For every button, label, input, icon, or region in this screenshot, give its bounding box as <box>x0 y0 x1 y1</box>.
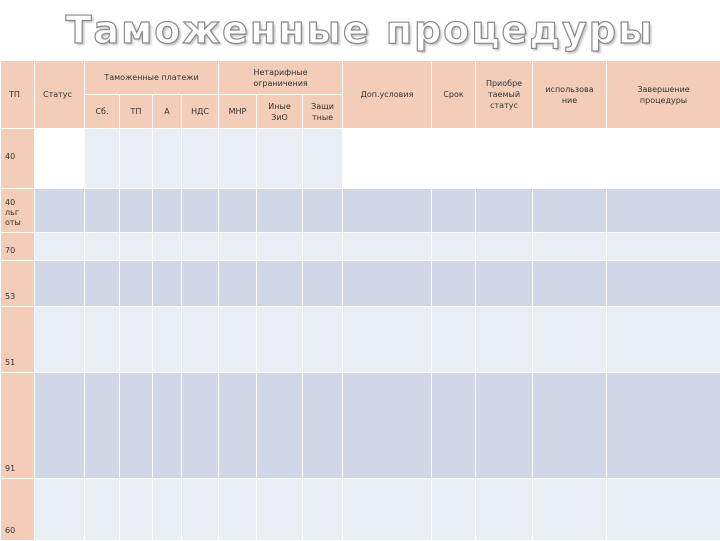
table-cell <box>35 307 85 373</box>
table-cell <box>607 479 720 541</box>
table-cell <box>120 189 153 233</box>
header-nontariff-mnr: МНР <box>219 95 257 129</box>
table-cell <box>182 189 219 233</box>
table-cell <box>303 307 343 373</box>
header-nontariff-other: Иные ЗиО <box>257 95 303 129</box>
row-code: 53 <box>1 261 35 307</box>
row-code: 51 <box>1 307 35 373</box>
header-row-top <box>1 61 720 95</box>
table-cell <box>476 479 533 541</box>
table-cell <box>533 233 607 261</box>
table-cell <box>182 373 219 479</box>
table-cell <box>85 189 120 233</box>
table-cell <box>257 373 303 479</box>
procedures-table <box>0 60 720 541</box>
table-cell <box>153 233 182 261</box>
table-cell <box>432 233 476 261</box>
table-cell <box>219 233 257 261</box>
table-cell <box>219 189 257 233</box>
table-cell <box>607 307 720 373</box>
table-cell <box>257 233 303 261</box>
table-row <box>1 373 720 479</box>
table-cell <box>85 479 120 541</box>
page-title: Таможенные процедуры <box>0 4 720 56</box>
table-cell <box>343 479 432 541</box>
table-row <box>1 479 720 541</box>
table-cell <box>432 129 476 189</box>
row-code: 70 <box>1 233 35 261</box>
table-cell <box>607 189 720 233</box>
header-nontariff-protective: Защи тные <box>303 95 343 129</box>
row-code: 91 <box>1 373 35 479</box>
table-cell <box>153 479 182 541</box>
table-cell <box>257 479 303 541</box>
table-cell <box>182 479 219 541</box>
table-cell <box>343 373 432 479</box>
header-term: Срок <box>432 61 476 129</box>
table-cell <box>182 233 219 261</box>
table-cell <box>182 307 219 373</box>
table-cell <box>219 261 257 307</box>
table-cell <box>153 261 182 307</box>
table-cell <box>607 261 720 307</box>
row-code: 40 льг оты <box>1 189 35 233</box>
table-cell <box>432 479 476 541</box>
table-cell <box>153 307 182 373</box>
table-cell <box>35 373 85 479</box>
table-cell <box>476 189 533 233</box>
header-completion: Завершение процедуры <box>607 61 720 129</box>
table-cell <box>476 129 533 189</box>
table-cell <box>35 261 85 307</box>
table-cell <box>219 307 257 373</box>
table-cell <box>432 261 476 307</box>
table-cell <box>85 233 120 261</box>
table-cell <box>257 189 303 233</box>
table-cell <box>120 307 153 373</box>
table-cell <box>85 129 120 189</box>
table-cell <box>219 479 257 541</box>
table-cell <box>257 129 303 189</box>
table-cell <box>182 129 219 189</box>
table-cell <box>303 233 343 261</box>
table-cell <box>343 129 432 189</box>
table-cell <box>533 261 607 307</box>
table-row <box>1 261 720 307</box>
table-cell <box>476 261 533 307</box>
table-cell <box>533 479 607 541</box>
row-code: 60 <box>1 479 35 541</box>
header-payment-a: А <box>153 95 182 129</box>
header-payment-sb: Сб. <box>85 95 120 129</box>
header-tp: ТП <box>1 61 35 129</box>
table-row <box>1 189 720 233</box>
table-cell <box>343 233 432 261</box>
table-cell <box>476 373 533 479</box>
header-payment-nds: НДС <box>182 95 219 129</box>
table-cell <box>607 129 720 189</box>
title-bar <box>0 0 720 60</box>
table-cell <box>85 373 120 479</box>
table-cell <box>153 373 182 479</box>
table-cell <box>476 307 533 373</box>
header-acquired-status: Приобре таемый статус <box>476 61 533 129</box>
table-cell <box>476 233 533 261</box>
table-cell <box>257 307 303 373</box>
table-cell <box>85 307 120 373</box>
table-cell <box>533 129 607 189</box>
table-cell <box>303 261 343 307</box>
table-cell <box>120 233 153 261</box>
table-cell <box>35 189 85 233</box>
table-cell <box>182 261 219 307</box>
table-cell <box>533 189 607 233</box>
table-cell <box>219 129 257 189</box>
table-cell <box>35 129 85 189</box>
table-cell <box>120 129 153 189</box>
table-cell <box>35 233 85 261</box>
table-cell <box>607 373 720 479</box>
table-cell <box>343 307 432 373</box>
table-cell <box>120 373 153 479</box>
table-cell <box>35 479 85 541</box>
table-cell <box>533 373 607 479</box>
table-cell <box>303 479 343 541</box>
table-cell <box>343 189 432 233</box>
table-row <box>1 307 720 373</box>
table-cell <box>303 189 343 233</box>
header-additional-conditions: Доп.условия <box>343 61 432 129</box>
table-cell <box>85 261 120 307</box>
table-cell <box>343 261 432 307</box>
table-cell <box>219 373 257 479</box>
table-cell <box>533 307 607 373</box>
table-cell <box>257 261 303 307</box>
table-cell <box>432 189 476 233</box>
row-code: 40 <box>1 129 35 189</box>
table-cell <box>120 261 153 307</box>
table-row <box>1 233 720 261</box>
table-cell <box>153 189 182 233</box>
table-cell <box>432 373 476 479</box>
table-cell <box>303 373 343 479</box>
header-payment-tp: ТП <box>120 95 153 129</box>
table-cell <box>153 129 182 189</box>
header-customs-payments: Таможенные платежи <box>85 61 219 95</box>
table-cell <box>303 129 343 189</box>
table-cell <box>607 233 720 261</box>
header-usage: использова ние <box>533 61 607 129</box>
header-nontariff: Нетарифные ограничения <box>219 61 343 95</box>
table-row <box>1 129 720 189</box>
table-cell <box>120 479 153 541</box>
table-cell <box>432 307 476 373</box>
header-status: Статус <box>35 61 85 129</box>
